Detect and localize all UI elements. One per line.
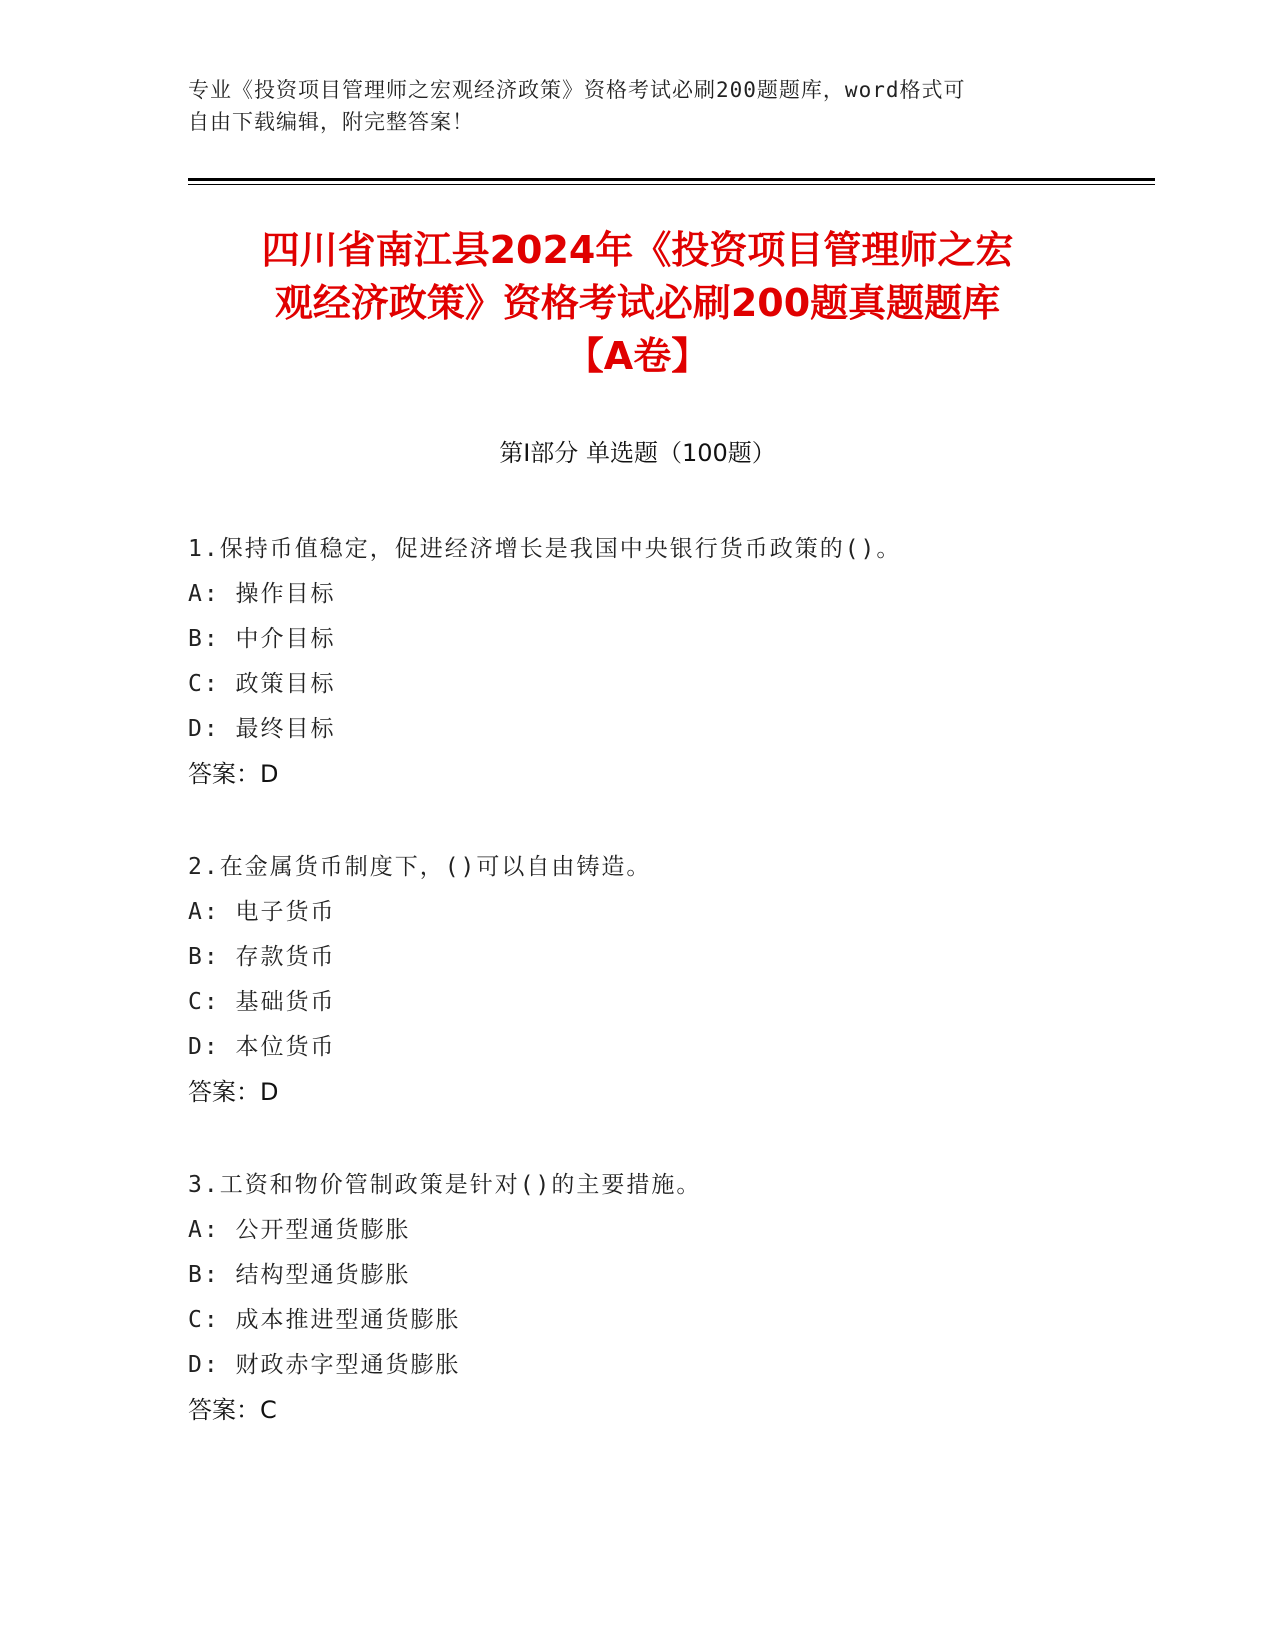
option-c: C: 成本推进型通货膨胀 [188,1307,461,1333]
header-note-line: 自由下载编辑，附完整答案！ [188,110,474,134]
header-note [188,74,1068,138]
option-a: A: 操作目标 [188,581,336,607]
option-c: C: 基础货币 [188,989,336,1015]
option-d: D: 财政赤字型通货膨胀 [188,1352,461,1378]
option-d: D: 最终目标 [188,716,336,742]
option-b: B: 结构型通货膨胀 [188,1262,411,1288]
answer-line: 答案：D [188,1078,279,1106]
section-heading: 第I部分 单选题（100题） [499,439,776,467]
header-divider-thick [188,178,1155,181]
question-item [188,845,1138,1115]
header-divider-thin [188,184,1155,185]
question-stem: 1.保持币值稳定，促进经济增长是我国中央银行货币政策的()。 [188,536,902,562]
option-c: C: 政策目标 [188,671,336,697]
question-item [188,1163,1138,1433]
answer-line: 答案：C [188,1396,277,1424]
option-d: D: 本位货币 [188,1034,336,1060]
header-note-line: 专业《投资项目管理师之宏观经济政策》资格考试必刷200题题库，word格式可 [188,78,966,102]
document-title [150,224,1125,383]
document-title-line: 观经济政策》资格考试必刷200题真题题库 [274,281,1001,325]
question-item [188,527,1138,797]
question-stem: 3.工资和物价管制政策是针对()的主要措施。 [188,1172,702,1198]
option-a: A: 公开型通货膨胀 [188,1217,411,1243]
document-title-line: 四川省南江县2024年《投资项目管理师之宏 [261,228,1014,272]
option-b: B: 存款货币 [188,944,336,970]
answer-line: 答案：D [188,760,279,788]
option-a: A: 电子货币 [188,899,336,925]
option-b: B: 中介目标 [188,626,336,652]
question-stem: 2.在金属货币制度下，()可以自由铸造。 [188,854,652,880]
document-title-line: 【A卷】 [565,334,710,378]
